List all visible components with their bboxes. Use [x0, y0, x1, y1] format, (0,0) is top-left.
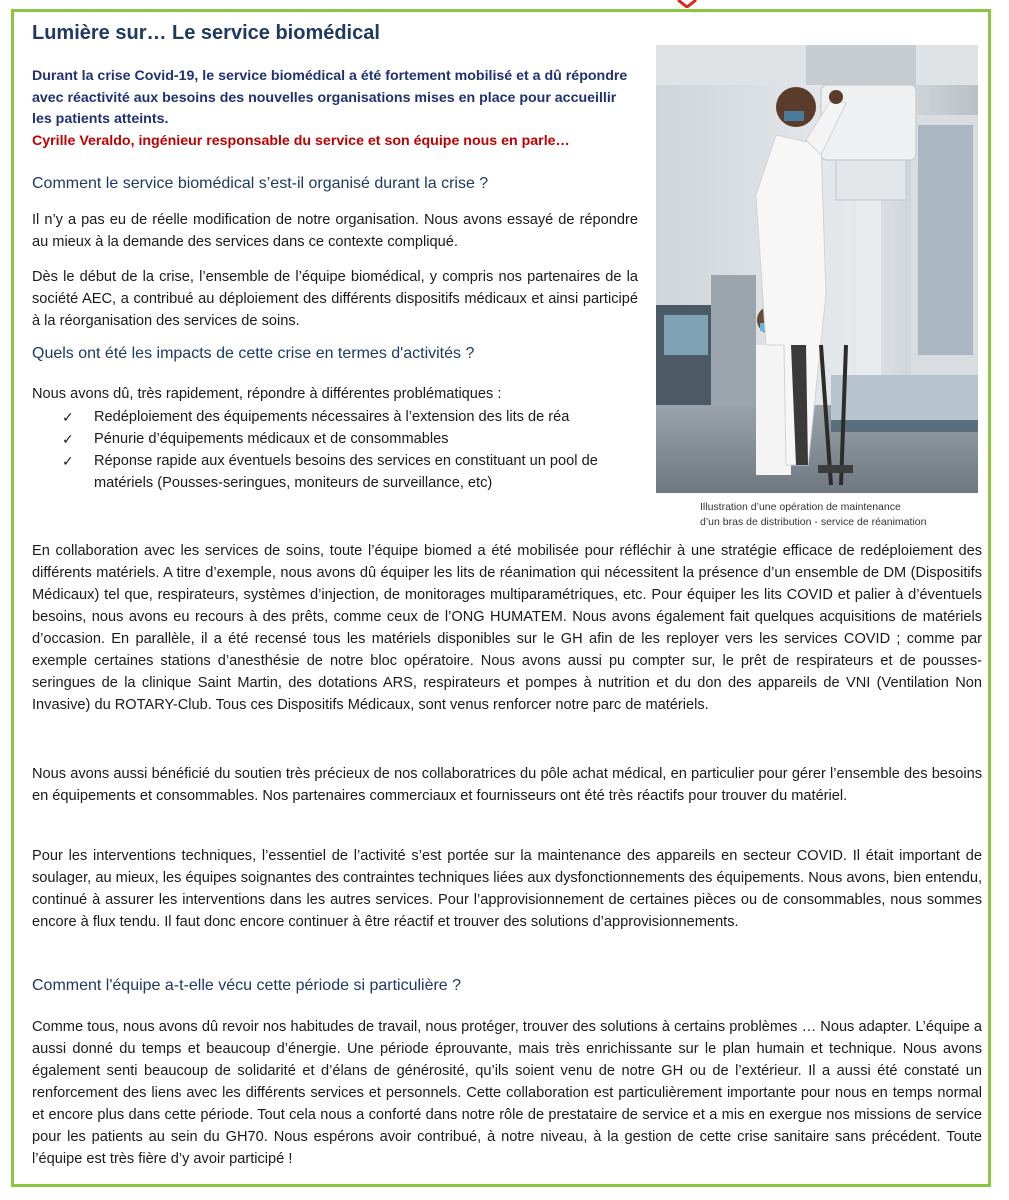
intro-author: Cyrille Veraldo, ingénieur responsable du service et son équipe nous en parle…: [32, 132, 570, 149]
check-icon: ✓: [62, 431, 74, 447]
photo-illustration: [656, 45, 978, 493]
article-title: Lumière sur… Le service biomédical: [32, 22, 380, 44]
paragraph-equipe: Comme tous, nous avons dû revoir nos habitudes de travail, nous protéger, trouver des solutions à certains problèmes … Nous adapter. L’équipe a aussi donné du temps et beaucoup d’énergie. Une période éprouvante, mais très enrichissante sur le plan humain et technique. Nous avons également senti beaucoup de solidarité et d’élans de générosité, qu’ils soient venu de notre GH ou de l’extérieur. Il a aussi été constaté un renforcement des liens avec les différents services et personnels. Cette collaboration est particulièrement importante pour nous en temps normal et encore plus dans cette période. Tout cela nous a conforté dans notre rôle de prestataire de service et a mis en exergue nos missions de service pour les patients au sein du GH70. Nous espérons avoir contribué, à notre niveau, à la gestion de cette crise sanitaire sans précédent. Toute l’équipe est très fière d’y avoir participé !: [32, 1019, 982, 1167]
impacts-list: [58, 406, 658, 494]
check-icon: ✓: [62, 453, 74, 469]
paragraph-organisation-2: Dès le début de la crise, l’ensemble de l’équipe biomédical, y compris nos partenaires de la société AEC, a contribué au déploiement des différents dispositifs médicaux et ainsi participé à la réorganisation des services de soins.: [32, 269, 638, 329]
list-item: ✓ Redéploiement des équipements nécessaires à l’extension des lits de réa: [58, 406, 658, 428]
paragraph-impacts-lead: Nous avons dû, très rapidement, répondre à différentes problématiques :: [32, 386, 502, 402]
question-impacts: Quels ont été les impacts de cette crise en termes d'activités ?: [32, 345, 475, 362]
article-intro: [32, 66, 637, 152]
paragraph-achat: Nous avons aussi bénéficié du soutien très précieux de nos collaboratrices du pôle achat médical, en particulier pour gérer l’ensemble des besoins en équipements et consommables. Nos partenaires commerciaux et fournisseurs ont été très réactifs pour trouver du matériel.: [32, 766, 982, 804]
question-equipe: Comment l'équipe a-t-elle vécu cette période si particulière ?: [32, 977, 462, 994]
paragraph-collaboration: En collaboration avec les services de soins, toute l’équipe biomed a été mobilisée pour réfléchir à une stratégie efficace de redéploiement des différents matériels. A titre d’exemple, nous avons dû équiper les lits de réanimation qui nécessitent la présence d’un ensemble de DM (Dispositifs Médicaux) tel que, respirateurs, systèmes d’injection, de monitorages multiparamétriques, etc. Pour équiper les lits COVID et palier à d’éventuels besoins, nous avons eu recours à des prêts, comme ceux de l’ONG HUMATEM. Nous avons également fait quelques acquisitions de matériels d’occasion. En parallèle, il a été recensé tous les matériels disponibles sur le GH afin de les reployer vers les services COVID ; comme par exemple certaines stations d’anesthésie de notre bloc opératoire. Nous avons aussi pu compter sur, le prêt de respirateurs et de pousses-seringues de la clinique Saint Martin, des dotations ARS, respirateurs et pompes à nutrition et du don des appareils de VNI (Ventilation Non Invasive) du ROTARY-Club. Tous ces Dispositifs Médicaux, sont venus renforcer notre parc de matériels.: [32, 543, 982, 713]
list-item: ✓ Réponse rapide aux éventuels besoins des services en constituant un pool de matériels (Pousses-seringues, moniteurs de surveillance, etc): [58, 450, 658, 494]
check-icon: ✓: [62, 409, 74, 425]
paragraph-interventions: Pour les interventions techniques, l’essentiel de l’activité s’est portée sur la maintenance des appareils en secteur COVID. Il était important de soulager, au mieux, les équipes soignantes des contraintes techniques liées aux dysfonctionnements des équipements. Nous avons, bien entendu, continué à assurer les interventions dans les autres services. Pour l’approvisionnement de certaines pièces ou de consommables, nous sommes encore à flux tendu. Il faut donc encore continuer à être réactif et trouver des solutions d’approvisionnements.: [32, 848, 982, 930]
intro-text: Durant la crise Covid-19, le service biomédical a été fortement mobilisé et a dû répondre avec réactivité aux besoins des nouvelles organisations mises en place pour accueillir les patients atteints.: [32, 68, 628, 127]
question-organisation: Comment le service biomédical s’est-il organisé durant la crise ?: [32, 175, 489, 192]
paragraph-organisation-1: Il n’y a pas eu de réelle modification de notre organisation. Nous avons essayé de répondre au mieux à la demande des services dans ce contexte compliqué.: [32, 212, 638, 250]
maintenance-photo: [656, 45, 978, 493]
red-arrow-tip: [676, 0, 698, 8]
list-item: ✓ Pénurie d’équipements médicaux et de consommables: [58, 428, 658, 450]
photo-caption: Illustration d’une opération de maintenance d’un bras de distribution - service de réanimation: [700, 501, 927, 528]
